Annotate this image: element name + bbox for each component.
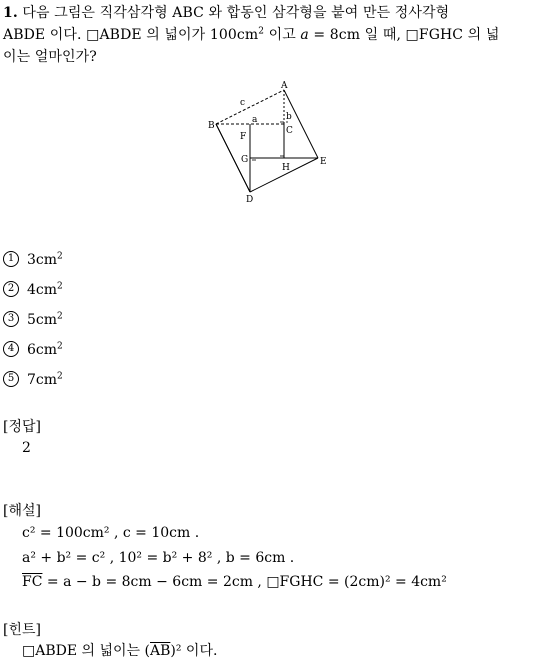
label-E: E [320, 157, 327, 167]
explanation-header: [해설] [3, 503, 41, 519]
choice-3[interactable]: 3 $5cm^2$ [3, 312, 63, 328]
hint-text: □ABDE 의 넓이는 $(\overline{AB})^2$ 이다. [22, 643, 218, 659]
segment-fc: $\overline{FC}$ [22, 574, 43, 590]
answer-header: [정답] [3, 419, 41, 435]
question-line-3 [3, 46, 97, 66]
choice-1[interactable]: 1 $3cm^2$ [3, 252, 63, 268]
segment-ab: $\overline{AB}$ [149, 643, 171, 659]
choice-4[interactable]: 4 $6cm^2$ [3, 342, 63, 358]
label-F: F [240, 132, 247, 142]
label-B: B [208, 121, 215, 131]
choice-number: 2 [3, 281, 19, 297]
choice-number: 5 [3, 371, 19, 387]
question-text-2a: ABDE 이다. □ABDE 의 넓이가 100cm [3, 27, 259, 43]
question-line-2: ABDE 이다. □ABDE 의 넓이가 $100cm^2$ 이고 a = 8cm 일 때, □FGHC 의 넓 [3, 26, 500, 43]
square-diagram [200, 78, 340, 208]
choice-number: 3 [3, 311, 19, 327]
label-b: b [286, 112, 292, 122]
explanation-line-3: $\overline{FC} = a - b = 8cm - 6cm = 2cm$ , □FGHC = (2cm)² = 4cm² [22, 574, 447, 590]
explanation-line-2: a² + b² = c² , 10² = b² + 8² , b = 6cm . [22, 550, 295, 566]
explanation-line-1: c² = 100cm² , c = 10cm . [22, 525, 200, 541]
label-c: c [240, 98, 246, 108]
choice-number: 4 [3, 341, 19, 357]
question-text-1: 다음 그림은 직각삼각형 ABC 와 합동인 삼각형을 붙여 만든 정사각형 [22, 5, 450, 21]
question-number: 1. [3, 5, 18, 21]
label-H: H [282, 163, 290, 173]
label-C: C [286, 126, 293, 136]
hint-header: [힌트] [3, 622, 41, 638]
geometry-figure [200, 78, 340, 208]
question-text-3: 이는 얼마인가? [3, 49, 97, 65]
choice-5[interactable]: 5 $7cm^2$ [3, 372, 63, 388]
choice-2[interactable]: 2 $4cm^2$ [3, 282, 63, 298]
answer-value: 2 [22, 440, 31, 456]
label-a: a [252, 115, 258, 125]
label-D: D [246, 195, 254, 205]
label-G: G [241, 155, 249, 165]
label-A: A [281, 81, 288, 91]
question-line-1 [3, 2, 449, 22]
question-text-2c: = 8cm 일 때, □FGHC 의 넓 [308, 27, 500, 43]
choice-number: 1 [3, 251, 19, 267]
